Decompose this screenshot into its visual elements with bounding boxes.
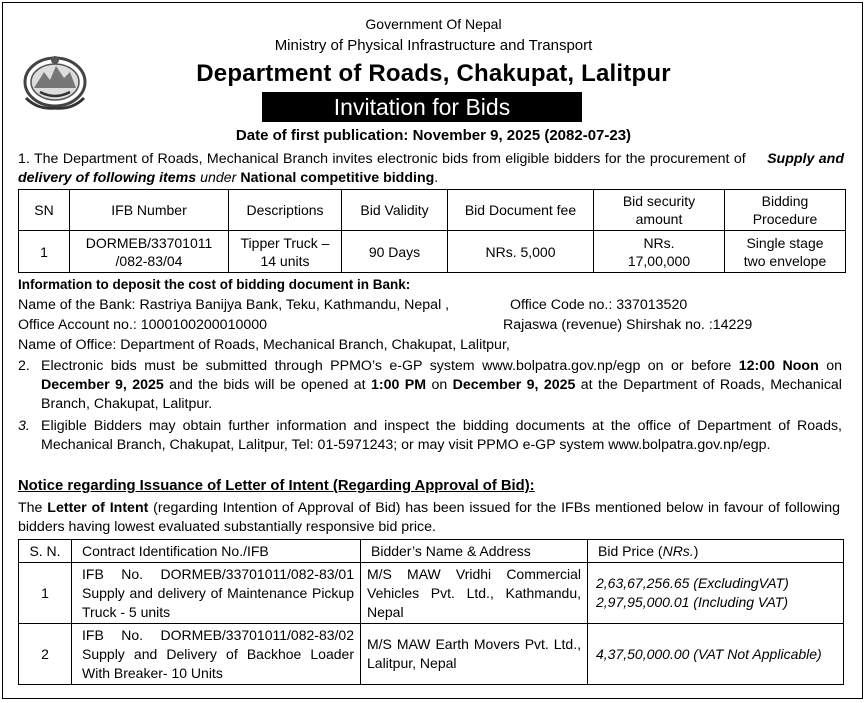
cell-bidder: M/S MAW Earth Movers Pvt. Ltd., Lalitpur, Nepal [361,624,588,685]
cell-procedure: Single stage two envelope [725,231,846,273]
cell-security: NRs. 17,00,000 [594,231,725,273]
paragraph-2: Electronic bids must be submitted through PPMO’s e-GP system www.bolpatra.gov.np/egp on or before 12:00 Noon on December 9, 2025 and the bids will be opened at 1:00 PM on December 9, 2025 at the Department of Roads, Mechanical Branch, Chakupat, Lalitpur. [41,358,842,412]
ministry-line: Ministry of Physical Infrastructure and Transport [274,37,593,54]
table-header-row [19,540,844,563]
para-2-num: 2. [18,358,30,374]
cell-sn: 2 [19,624,72,685]
table-row [19,624,844,685]
cell-sn: 1 [19,563,72,624]
cell-ifb: DORMEB/33701011 /082-83/04 [70,231,229,273]
col-header-price: Bid Price (NRs.) [588,540,844,563]
table-row [19,231,846,273]
bank-name: Name of the Bank: Rastriya Banijya Bank, Teku, Kathmandu, Nepal , [18,297,450,313]
cell-contract: IFB No. DORMEB/33701011/082-83/01 Supply and delivery of Maintenance Pickup Truck - 5 units [72,563,361,624]
para-3-num: 3. [18,418,30,434]
col-header: Bid Document fee [448,190,594,231]
ifb-table [18,189,846,273]
paragraph-3: Eligible Bidders may obtain further information and inspect the bidding documents at the office of Department of Roads, Mechanical Branch, Chakupat, Lalitpur, Tel: 01-5971243; or may visit PPMO e-GP system www.bolpatra.gov.np/egp. [41,418,842,453]
cell-validity: 90 Days [342,231,448,273]
col-header-contract: Contract Identification No./IFB [72,540,361,563]
office-name: Name of Office: Department of Roads, Mechanical Branch, Chakupat, Lalitpur, [18,337,510,353]
cell-price: 2,63,67,256.65 (ExcludingVAT) 2,97,95,000.01 (Including VAT) [588,563,844,624]
government-line: Government Of Nepal [365,16,502,32]
cell-contract: IFB No. DORMEB/33701011/082-83/02 Supply and Delivery of Backhoe Loader With Breaker- 10 Units [72,624,361,685]
department-title: Department of Roads, Chakupat, Lalitpur [196,60,671,87]
cell-sn: 1 [19,231,70,273]
col-header: Bid Validity [342,190,448,231]
col-header-sn: S. N. [19,540,72,563]
cell-fee: NRs. 5,000 [448,231,594,273]
rajaswa-shirshak: Rajaswa (revenue) Shirshak no. :14229 [503,317,753,333]
loi-paragraph: The Letter of Intent (regarding Intention of Approval of Bid) has been issued for the IFBs mentioned below in favour of following bidders having lowest evaluated substantially responsive bid price. [18,500,840,535]
office-account: Office Account no.: 1000100200010000 [18,317,268,333]
col-header: Bid security amount [594,190,725,231]
cell-desc: Tipper Truck – 14 units [229,231,342,273]
table-row [19,563,844,624]
bank-info-title: Information to deposit the cost of bidding document in Bank: [18,277,411,292]
col-header-bidder: Bidder’s Name & Address [361,540,588,563]
loi-table [18,539,844,685]
table-header-row [19,190,846,231]
col-header: SN [19,190,70,231]
invitation-banner: Invitation for Bids [262,92,582,122]
col-header: Bidding Procedure [725,190,846,231]
col-header: IFB Number [70,190,229,231]
col-header: Descriptions [229,190,342,231]
paragraph-1: 1. The Department of Roads, Mechanical Branch invites electronic bids from eligible bidders for the procurement of Supply and delivery of following items under National competitive bidding. [18,151,844,186]
cell-price: 4,37,50,000.00 (VAT Not Applicable) [588,624,844,685]
office-code: Office Code no.: 337013520 [510,297,688,313]
loi-title: Notice regarding Issuance of Letter of Intent (Regarding Approval of Bid): [18,478,535,494]
cell-bidder: M/S MAW Vridhi Commercial Vehicles Pvt. Ltd., Kathmandu, Nepal [361,563,588,624]
publication-date: Date of first publication: November 9, 2025 (2082-07-23) [235,127,632,144]
